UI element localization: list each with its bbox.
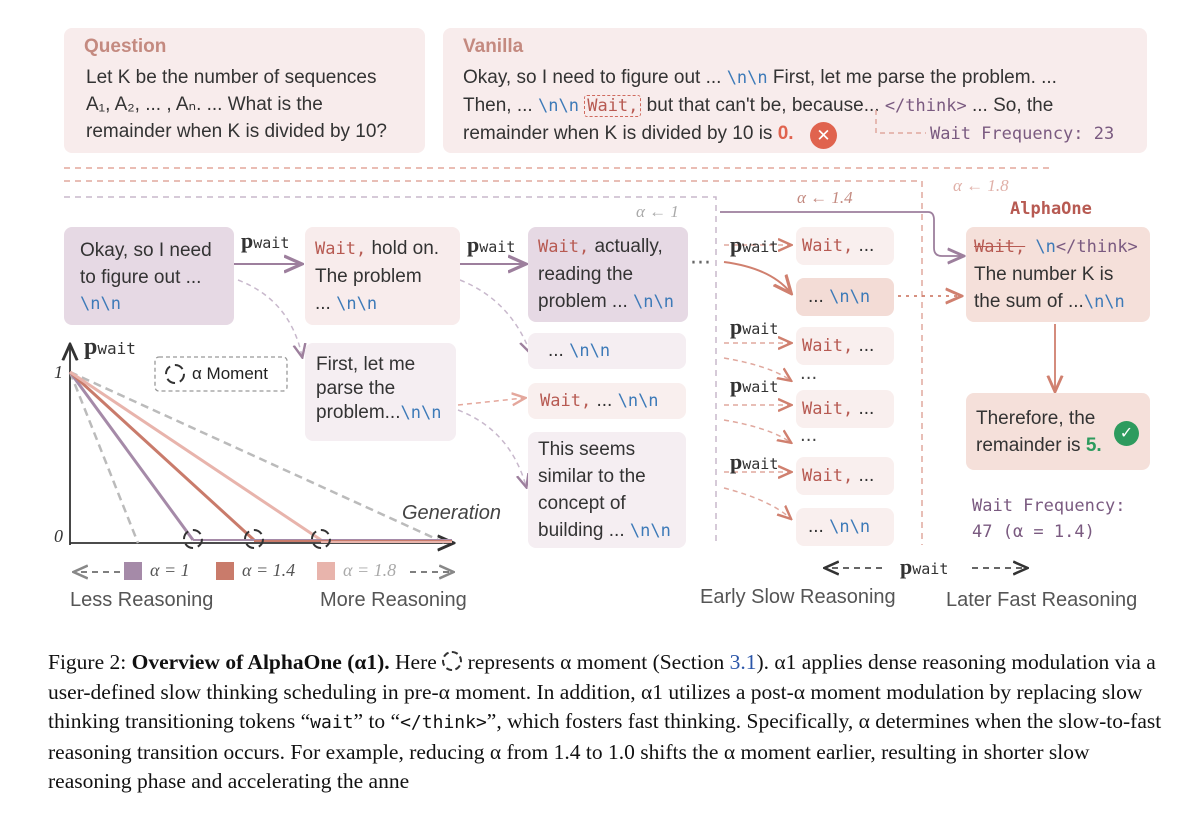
col-wait-4: Wait, ... [796, 457, 894, 495]
plot-y0: 0 [54, 526, 63, 546]
alphaone-wait-frequency: Wait Frequency: 47 (α = 1.4) [972, 496, 1126, 542]
node-first-parse: First, let me parse the problem...\n\n [305, 343, 456, 441]
svg-text:···: ··· [800, 368, 818, 389]
pwait-label-1: pwait [241, 228, 290, 253]
alpha-1-label: α ← 1 [636, 202, 679, 221]
moment-icon [442, 651, 462, 671]
plot-y1: 1 [54, 362, 63, 382]
svg-text:···: ··· [690, 251, 711, 276]
alphaone-label: AlphaOne [1010, 199, 1092, 219]
less-reasoning-label: Less Reasoning [70, 589, 214, 611]
therefore-node: Therefore, the remainder is 5. ✓ [966, 393, 1150, 470]
alpha-moment-label: α Moment [192, 364, 268, 383]
pwait-label-5: pwait [730, 372, 779, 397]
col-wait-3: Wait, ... [796, 390, 894, 428]
node-dots-1: ... \n\n [528, 333, 686, 369]
svg-text:···: ··· [800, 430, 818, 451]
pwait-label-2: pwait [467, 232, 516, 257]
check-icon: ✓ [1114, 421, 1139, 446]
col-dots-2: ... \n\n [796, 508, 894, 546]
col-wait-2: Wait, ... [796, 327, 894, 365]
node-wait-2: Wait, ... \n\n [528, 383, 686, 419]
node-wait-hold-on: Wait, hold on. The problem ... \n\n [305, 227, 460, 325]
vanilla-text: Okay, so I need to figure out ... \n\n First, let me parse the problem. ... Then, ... \n\n Wait, but that can't be, because... </think> ... So, the remainder when K is divided by 10 is 0. [463, 67, 1057, 144]
pwait-label-bottom: pwait [900, 554, 949, 579]
cross-icon: ✕ [810, 122, 837, 149]
node-similar: This seems similar to the concept of building ... \n\n [528, 432, 686, 548]
alphaone-final-node: Wait, \n</think> The number K is the sum of ...\n\n [966, 227, 1150, 322]
vanilla-title: Vanilla [463, 36, 524, 57]
legend-alpha-1-8: α = 1.8 [343, 560, 397, 580]
pwait-label-6: pwait [730, 449, 779, 474]
node-wait-actually: Wait, actually, reading the problem ... \n\n [528, 227, 688, 322]
later-fast-label: Later Fast Reasoning [946, 589, 1138, 611]
vanilla-answer: 0. [777, 123, 794, 144]
alpha-1-4-label: α ← 1.4 [797, 188, 853, 207]
start-node: Okay, so I need to figure out ... \n\n [64, 227, 234, 325]
question-title: Question [84, 36, 167, 57]
col-wait-1: Wait, ... [796, 227, 894, 265]
more-reasoning-label: More Reasoning [320, 589, 467, 611]
plot-ylabel: pwait [84, 334, 136, 360]
figure-caption: Figure 2: Overview of AlphaOne (α1). Here represents α moment (Section 3.1). α1 applies dense reasoning modulation via a user-defined slow thinking scheduling in pre-α moment. In addition, α1 utilizes a post-α moment modulation by replacing slow thinking transitioning tokens “wait” to “</think>”, which fosters fast thinking. Specifically, α determines when the slow-to-fast reasoning transition occurs. For example, reducing α from 1.4 to 1.0 shifts the α moment earlier, resulting in shorter slow reasoning phase and accelerating the anne [48, 650, 1162, 793]
vanilla-wait-frequency: Wait Frequency: 23 [930, 124, 1115, 144]
pwait-label-4: pwait [730, 314, 779, 339]
caption-bold: Overview of AlphaOne (α1). [131, 650, 390, 674]
section-link[interactable]: 3.1 [729, 650, 757, 674]
legend-alpha-1: α = 1 [150, 560, 190, 580]
early-slow-label: Early Slow Reasoning [700, 586, 896, 608]
vanilla-wait-token: Wait, [584, 95, 641, 117]
plot-xlabel: Generation [402, 502, 501, 524]
question-text: Let K be the number of sequences A₁, A₂, ... , Aₙ. ... What is the remainder when K is divided by 10? [86, 67, 388, 142]
legend-alpha-1-4: α = 1.4 [242, 560, 296, 580]
pwait-label-3: pwait [730, 232, 779, 257]
alpha-1-8-label: α ← 1.8 [953, 176, 1009, 195]
col-dots: ... \n\n [796, 278, 894, 316]
